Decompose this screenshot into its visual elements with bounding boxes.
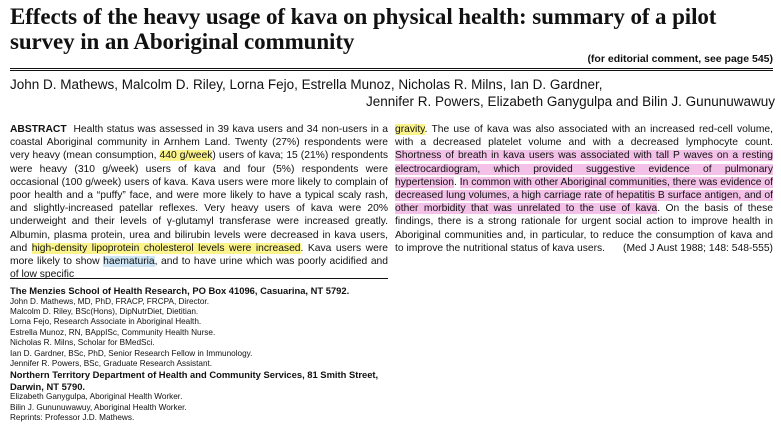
abstract-text: . The use of kava was also associated with an increased red-cell volume, with a decreased platelet volume and with a decreased lymphocyte count. <box>395 124 773 149</box>
highlight-yellow: gravity <box>395 124 425 135</box>
affiliation-line: Estrella Munoz, RN, BAppISc, Community Health Nurse. <box>10 327 216 337</box>
author-line-1: John D. Mathews, Malcolm D. Riley, Lorna Fejo, Estrella Munoz, Nicholas R. Milns, Ian D. Gardner, <box>10 77 603 92</box>
article-title: Effects of the heavy usage of kava on physical health: summary of a pilot survey in an Aboriginal community <box>10 4 717 54</box>
affiliation-line: Lorna Fejo, Research Associate in Aboriginal Health. <box>10 317 202 327</box>
nt-affiliation-heading: Northern Territory Department of Health and Community Services, 81 Smith Street, <box>10 369 379 381</box>
highlight-yellow: 440 g/week <box>159 150 213 162</box>
editorial-comment-note: (for editorial comment, see page 545) <box>587 53 773 65</box>
highlight-pink: In common with other Aboriginal communities, there was evidence of decreased lung volumes, a high carriage rate of hepatitis B surface antigen, and of other morbidity that was unrelated to the use of kava <box>395 176 773 215</box>
highlight-pink: Shortness of breath in kava users was associated with tall P waves on a resting electrocardiogram, which provided suggestive evidence of pulmonary hypertension <box>395 150 773 188</box>
title-rule-bottom <box>10 70 773 71</box>
abstract-text: ) users of kava; 15 (21%) respondents were heavy (310 g/week) users of kava and four (5%) respondents were occasional (100 g/week) users of kava. Kava users were more likely to complain of poor health and a “puffy” face, and were more likely to have a typical scaly rash, and slightly-increased patellar reflexes. Very heavy users of kava were 20% underweight and their levels of γ-glutamyl transferase were increased greatly. Albumin, plasma protein, urea and bilirubin levels were decreased in kava users, and <box>10 150 388 254</box>
abstract-text: . On the basis of these findings, there is a strong rationale for urgent social action to improve health in Aboriginal communities and, in particular, to reduce the consumption of kava and to improve the nutritional status of kava users. <box>395 203 773 254</box>
author-line-2: Jennifer R. Powers, Elizabeth Ganygulpa and Bilin J. Gununuwawuy <box>366 94 775 109</box>
highlight-yellow: high-density lipoprotein cholesterol levels were increased <box>31 242 301 254</box>
abstract-text: . <box>453 176 460 188</box>
abstract-column-right <box>395 123 773 255</box>
journal-citation: (Med J Aust 1988; 148: 548-555) <box>623 242 773 254</box>
title-rule-top <box>10 68 773 69</box>
affiliation-line: Malcolm D. Riley, BSc(Hons), DipNutrDiet, Dietitian. <box>10 306 199 316</box>
affiliation-line: Jennifer R. Powers, BSc, Graduate Research Assistant. <box>10 358 213 368</box>
affiliation-line: Nicholas R. Milns, Scholar for BMedSci. <box>10 338 155 348</box>
reprints-line: Reprints: Professor J.D. Mathews. <box>10 413 135 423</box>
affiliation-line: John D. Mathews, MD, PhD, FRACP, FRCPA, Director. <box>10 296 209 306</box>
nt-affiliation-heading-cont: Darwin, NT 5790. <box>10 380 86 392</box>
abstract-text: Health status was assessed in 39 kava users and 34 non-users in a coastal Aboriginal community in Arnhem Land. Twenty (27%) respondents were very heavy (mean consumption, <box>10 124 388 162</box>
affiliation-line: Bilin J. Gununuwawuy, Aboriginal Health Worker. <box>10 402 187 412</box>
author-list <box>10 76 775 110</box>
menzies-affiliation-heading: The Menzies School of Health Research, PO Box 41096, Casuarina, NT 5792. <box>10 285 350 296</box>
highlight-blue: haematuria <box>103 256 155 268</box>
affiliation-rule <box>10 278 388 279</box>
abstract-text: , and to have urine which was poorly acidified and of low specific <box>10 256 388 281</box>
abstract-text: . Kava users were more likely to show <box>10 242 388 268</box>
abstract-column-left <box>10 123 388 281</box>
affiliations <box>10 285 388 424</box>
affiliation-line: Elizabeth Ganygulpa, Aboriginal Health Worker. <box>10 392 183 402</box>
abstract-label: ABSTRACT <box>10 124 67 135</box>
affiliation-line: Ian D. Gardner, BSc, PhD, Senior Research Fellow in Immunology. <box>10 348 253 358</box>
